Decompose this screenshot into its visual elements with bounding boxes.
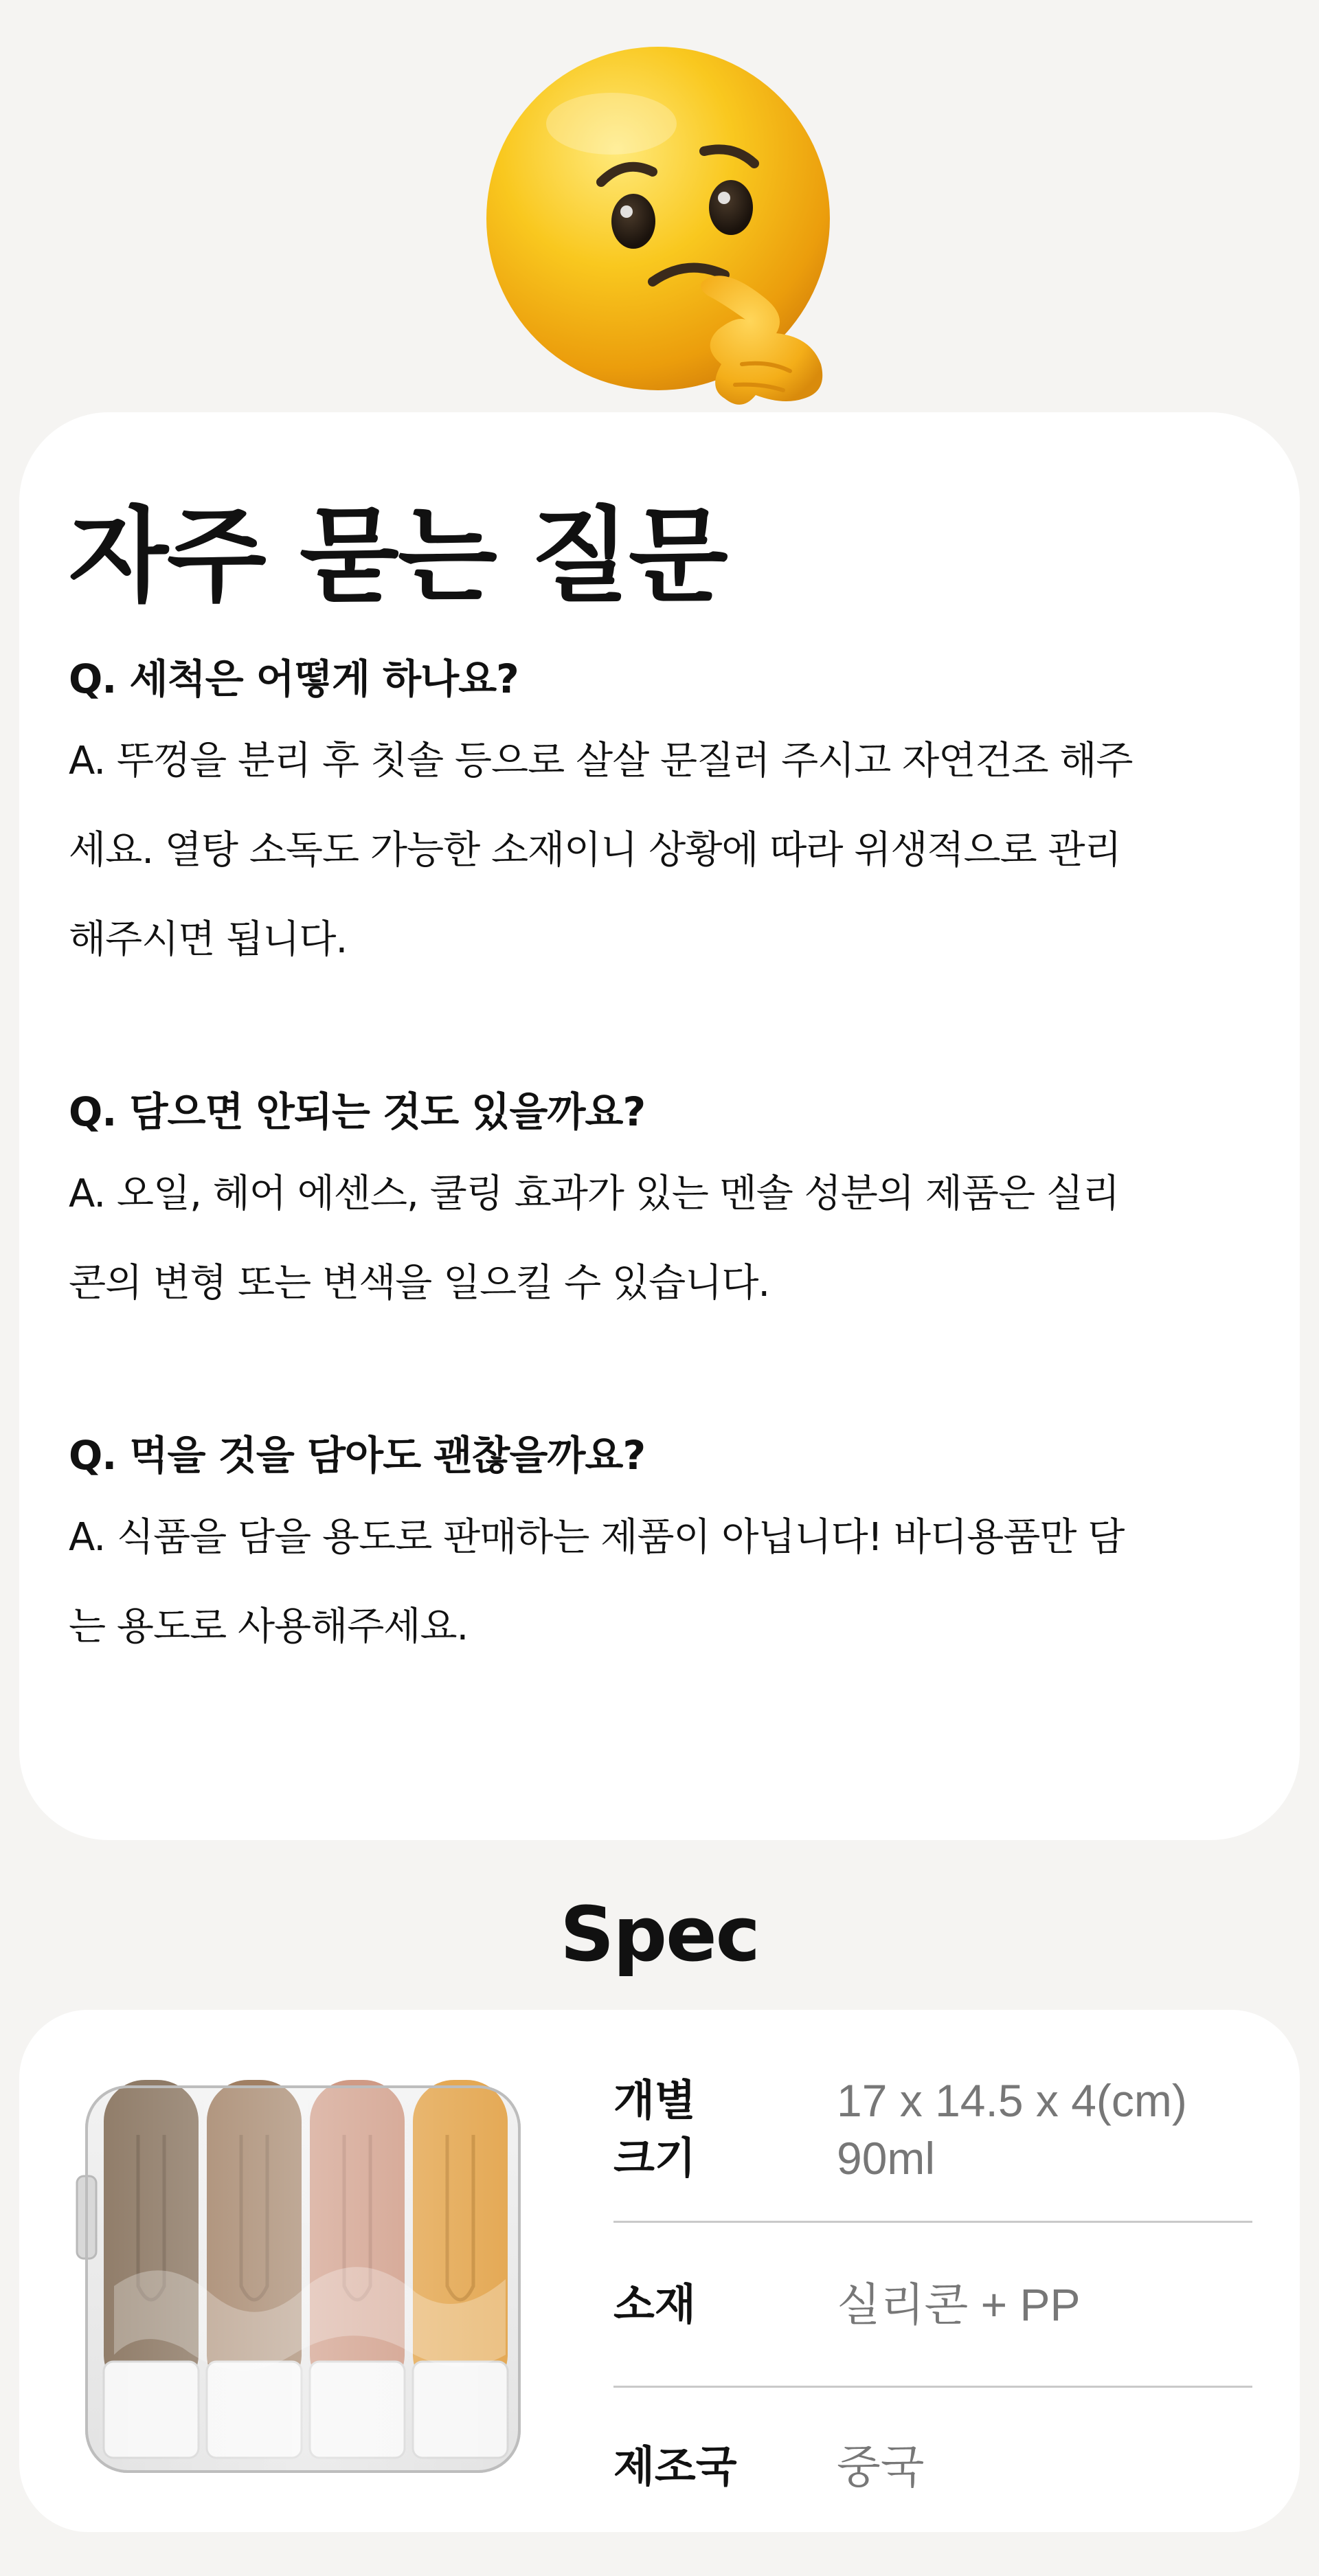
faq-item-cleaning (69, 641, 1300, 985)
faq-question: Q. 먹을 것을 담아도 괜찮을까요? (69, 1432, 646, 1479)
spec-title: Spec (560, 1890, 759, 1978)
faq-answer-line: 세요. 열탕 소독도 가능한 소재이니 상황에 따라 위생적으로 관리 (69, 828, 1121, 873)
faq-answer (69, 1150, 1250, 1328)
spec-value: 실리콘 + PP (837, 2278, 1081, 2330)
faq-answer-line: 는 용도로 사용해주세요. (69, 1604, 469, 1649)
faq-answer (69, 1493, 1250, 1672)
spec-row-size (613, 2037, 1252, 2223)
faq-item-food (69, 1418, 1300, 1672)
product-image (73, 2059, 540, 2485)
faq-title: 자주 묻는 질문 (69, 497, 727, 616)
faq-item-restrictions (69, 1074, 1300, 1328)
spec-card (19, 2010, 1300, 2532)
thinking-face-icon (481, 41, 838, 412)
faq-answer-line: A. 오일, 헤어 에센스, 쿨링 효과가 있는 멘솔 성분의 제품은 실리 (69, 1172, 1120, 1216)
spec-row-origin (613, 2388, 1252, 2546)
faq-answer-line: A. 뚜껑을 분리 후 칫솔 등으로 살살 문질러 주시고 자연건조 해주 (69, 739, 1133, 783)
spec-value: 17 x 14.5 x 4(cm) 90ml (837, 2074, 1187, 2184)
faq-question: Q. 담으면 안되는 것도 있을까요? (69, 1088, 646, 1135)
spec-value: 중국 (837, 2441, 925, 2492)
faq-answer-line: 콘의 변형 또는 변색을 일으킬 수 있습니다. (69, 1261, 770, 1306)
faq-question: Q. 세척은 어떻게 하나요? (69, 656, 519, 702)
faq-answer (69, 717, 1250, 985)
spec-row-material (613, 2223, 1252, 2388)
spec-table (613, 2037, 1252, 2546)
spec-label: 소재 (613, 2278, 696, 2329)
spec-label: 개별 크기 (613, 2074, 696, 2183)
faq-answer-line: 해주시면 됩니다. (69, 917, 348, 962)
spec-label: 제조국 (613, 2441, 737, 2491)
faq-answer-line: A. 식품을 담을 용도로 판매하는 제품이 아닙니다! 바디용품만 담 (69, 1515, 1125, 1560)
faq-card (19, 412, 1300, 1840)
